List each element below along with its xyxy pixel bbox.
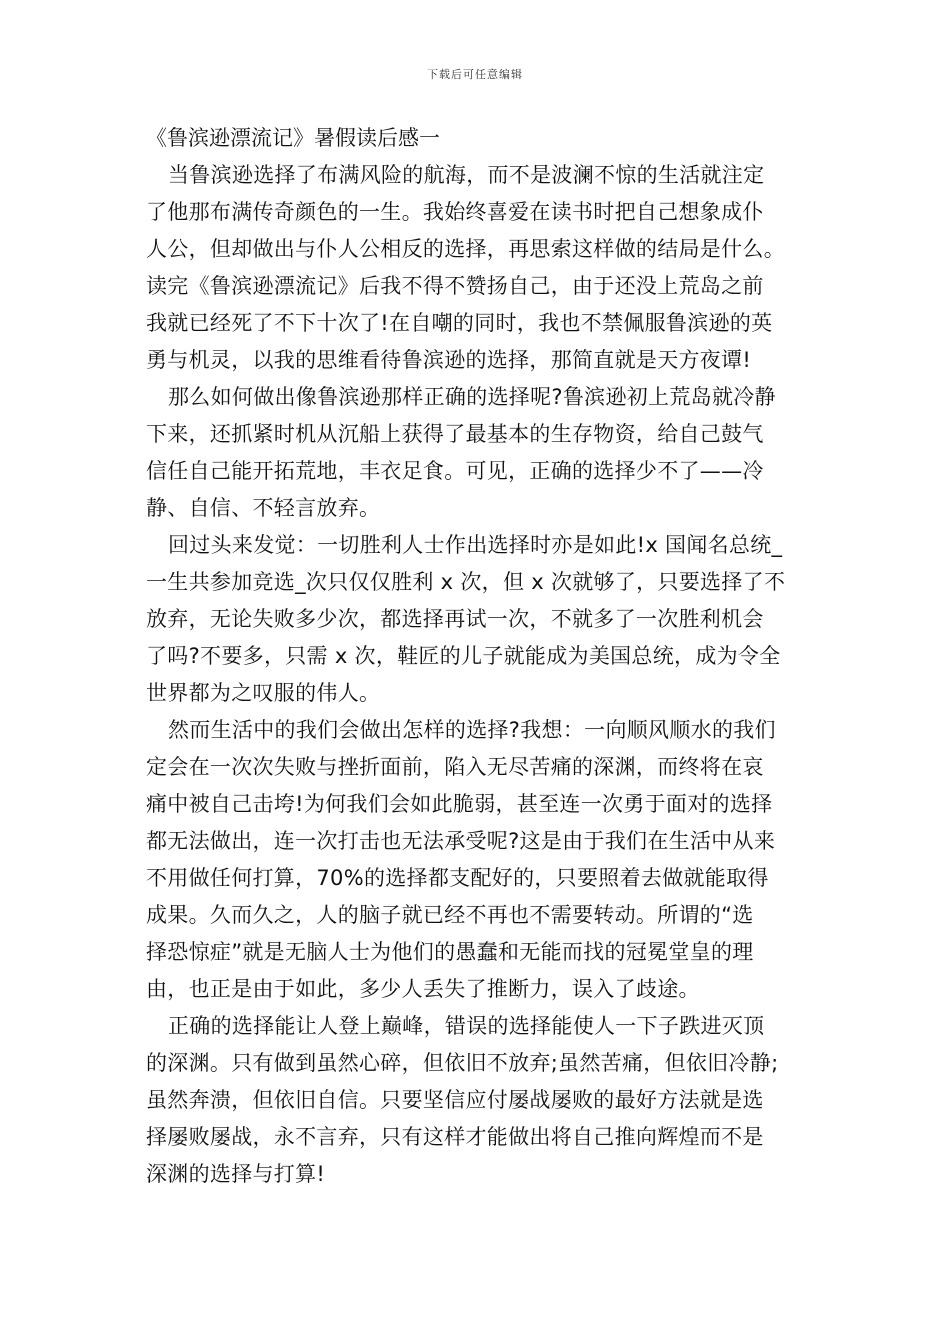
paragraph-line: 深渊的选择与打算!	[146, 1162, 326, 1186]
paragraph-line: 的深渊。只有做到虽然心碎，但依旧不放弃;虽然苦痛，但依旧冷静;	[146, 1051, 779, 1075]
paragraph-line: 了他那布满传奇颜色的一生。我始终喜爱在读书时把自己想象成仆	[146, 200, 764, 224]
paragraph-5	[146, 1008, 808, 1193]
page-header-note: 下载后可任意编辑	[427, 68, 523, 81]
paragraph-line: 下来，还抓紧时机从沉船上获得了最基本的生存物资，给自己鼓气	[146, 422, 764, 446]
paragraph-line: 成果。久而久之，人的脑子就已经不再也不需要转动。所谓的“选	[146, 903, 754, 927]
paragraph-line: 人公，但却做出与仆人公相反的选择，再思索这样做的结局是什么。	[146, 237, 785, 261]
paragraph-4	[146, 712, 808, 1008]
paragraph-line: 那么如何做出像鲁滨逊那样正确的选择呢?鲁滨逊初上荒岛就冷静	[168, 385, 776, 409]
paragraph-line: 勇与机灵，以我的思维看待鲁滨逊的选择，那简直就是天方夜谭!	[146, 348, 752, 372]
paragraph-line: 都无法做出，连一次打击也无法承受呢?这是由于我们在生活中从来	[146, 829, 776, 853]
paragraph-line: 了吗?不要多，只需 x 次，鞋匠的儿子就能成为美国总统，成为令全	[146, 644, 781, 668]
paragraph-3	[146, 527, 808, 712]
paragraph-line: 择恐惊症”就是无脑人士为他们的愚蠢和无能而找的冠冕堂皇的理	[146, 940, 754, 964]
paragraph-line: 定会在一次次失败与挫折面前，陷入无尽苦痛的深渊，而终将在哀	[146, 755, 764, 779]
paragraph-line: 然而生活中的我们会做出怎样的选择?我想：一向顺风顺水的我们	[168, 718, 776, 742]
paragraph-line: 痛中被自己击垮!为何我们会如此脆弱，甚至连一次勇于面对的选择	[146, 792, 773, 816]
paragraph-line: 信任自己能开拓荒地，丰衣足食。可见，正确的选择少不了——冷	[146, 459, 764, 483]
paragraph-line: 择屡败屡战，永不言弃，只有这样才能做出将自己推向辉煌而不是	[146, 1125, 764, 1149]
document-body	[146, 157, 808, 1193]
paragraph-line: 虽然奔溃，但依旧自信。只要坚信应付屡战屡败的最好方法就是选	[146, 1088, 764, 1112]
paragraph-line: 静、自信、不轻言放弃。	[146, 496, 381, 520]
paragraph-line: 由，也正是由于如此，多少人丢失了推断力，误入了歧途。	[146, 977, 700, 1001]
paragraph-line: 我就已经死了不下十次了!在自嘲的同时，我也不禁佩服鲁滨逊的英	[146, 311, 773, 335]
paragraph-line: 放弃，无论失败多少次，都选择再试一次，不就多了一次胜利机会	[146, 607, 764, 631]
paragraph-2	[146, 379, 808, 527]
paragraph-line: 读完《鲁滨逊漂流记》后我不得不赞扬自己，由于还没上荒岛之前	[146, 274, 764, 298]
paragraph-line: 一生共参加竞选_次只仅仅胜利 x 次，但 x 次就够了，只要选择了不	[146, 570, 786, 594]
paragraph-line: 当鲁滨逊选择了布满风险的航海，而不是波澜不惊的生活就注定	[168, 163, 765, 187]
document-title: 《鲁滨逊漂流记》暑假读后感一	[146, 126, 440, 150]
paragraph-line: 世界都为之叹服的伟人。	[146, 681, 381, 705]
paragraph-line: 不用做任何打算，70%的选择都支配好的，只要照着去做就能取得	[146, 866, 769, 890]
paragraph-line: 回过头来发觉：一切胜利人士作出选择时亦是如此!x 国闻名总统_	[168, 533, 783, 557]
paragraph-1	[146, 157, 808, 379]
paragraph-line: 正确的选择能让人登上巅峰，错误的选择能使人一下子跌进灭顶	[168, 1014, 765, 1038]
